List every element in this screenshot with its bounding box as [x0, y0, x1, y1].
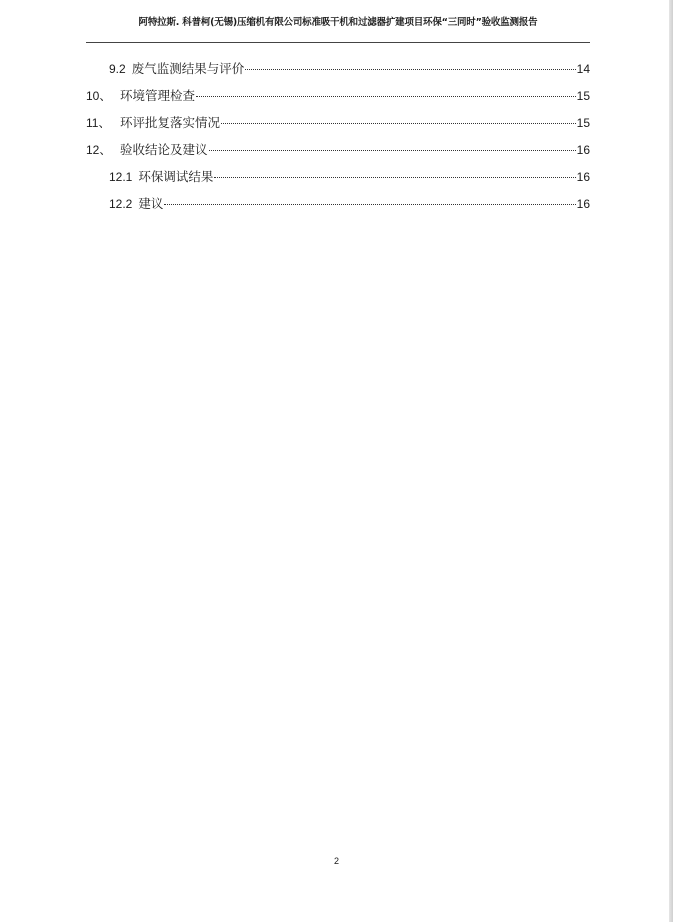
toc-entry-number: 12、	[86, 143, 112, 157]
toc-entry[interactable]	[86, 141, 590, 168]
toc-entry-title: 环境管理检查	[120, 88, 196, 103]
toc-entry[interactable]	[86, 87, 590, 114]
toc-entry-number: 11、	[86, 116, 111, 130]
toc-entry-title: 建议	[138, 196, 164, 211]
toc-entry-number: 12.2	[109, 197, 133, 211]
toc-entry-title: 环评批复落实情况	[120, 115, 221, 130]
toc-entry-title: 环保调试结果	[138, 169, 214, 184]
toc-entry-number: 9.2	[109, 62, 126, 76]
page-header-title: 阿特拉斯. 科普柯(无锡)压缩机有限公司标准吸干机和过滤器扩建项目环保“三同时”验收监测报告	[138, 17, 538, 28]
toc-entry-title: 废气监测结果与评价	[131, 61, 245, 76]
toc-dot-leader	[245, 69, 575, 70]
toc-entry-page: 15	[576, 89, 590, 103]
toc-dot-leader	[221, 123, 576, 124]
toc-dot-leader	[209, 150, 576, 151]
toc-entry-page: 14	[576, 62, 590, 76]
toc-entry[interactable]	[86, 60, 590, 87]
toc-entry-title: 验收结论及建议	[120, 142, 208, 157]
toc-entry-page: 16	[576, 197, 590, 211]
toc-entry[interactable]	[86, 168, 590, 195]
toc-entry[interactable]	[86, 114, 590, 141]
toc-dot-leader	[164, 204, 575, 205]
toc-entry-page: 16	[576, 143, 590, 157]
table-of-contents	[86, 60, 590, 222]
header-divider	[86, 42, 590, 43]
toc-entry-page: 15	[576, 116, 590, 130]
toc-entry[interactable]	[86, 195, 590, 222]
page-edge	[669, 0, 673, 922]
toc-entry-number: 10、	[86, 89, 112, 103]
page-number: 2	[333, 856, 339, 866]
toc-entry-number: 12.1	[109, 170, 133, 184]
toc-entry-page: 16	[576, 170, 590, 184]
toc-dot-leader	[214, 177, 575, 178]
toc-dot-leader	[196, 96, 576, 97]
